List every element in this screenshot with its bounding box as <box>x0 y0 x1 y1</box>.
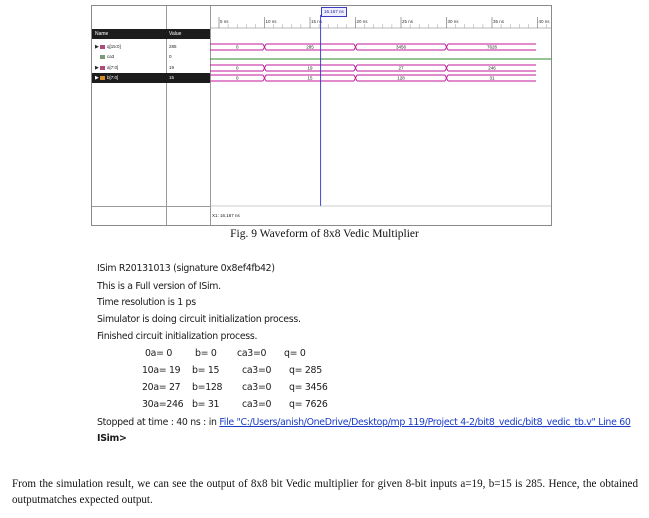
expand-arrow-icon[interactable]: ▶ <box>95 75 99 81</box>
bus-transition <box>445 75 448 81</box>
stopped-text: Stopped at time : 40 ns : in <box>97 417 220 428</box>
bus-value-label: 31 <box>489 75 495 81</box>
result-a: 10a= 19 <box>142 365 181 376</box>
bus-transition <box>263 65 266 71</box>
body-paragraph: From the simulation result, we can see the output of 8x8 bit Vedic multiplier for given 8-bit inputs a=19, b=15 is 285. Hence, the obtained outputmatches expected output. <box>12 478 638 506</box>
result-b: b= 0 <box>195 348 217 359</box>
waveform-canvas[interactable] <box>210 6 551 225</box>
bus-value-label: 0 <box>235 44 239 50</box>
signal-row-b[interactable] <box>92 73 166 83</box>
time-tick-label: 25 ns <box>402 19 414 24</box>
time-tick-label: 30 ns <box>447 19 459 24</box>
time-tick-label: 5 ns <box>220 19 229 24</box>
result-b: b= 15 <box>192 365 220 376</box>
bus-value-label: 0 <box>235 65 239 71</box>
signal-name-column <box>92 6 167 225</box>
divider <box>92 206 166 207</box>
waveform-plot[interactable] <box>210 6 551 225</box>
bus-value-label: 128 <box>397 75 405 81</box>
signal-value-column <box>166 6 211 225</box>
stopped-line <box>97 417 631 428</box>
result-a: 0a= 0 <box>145 348 173 359</box>
bus-transition <box>263 44 266 50</box>
result-q: q= 3456 <box>289 382 328 393</box>
waveform-window <box>91 5 552 226</box>
signal-value: 15 <box>166 73 210 83</box>
time-tick-label: 35 ns <box>493 19 505 24</box>
result-ca3: ca3=0 <box>242 399 272 410</box>
time-tick-label: 40 ns <box>538 19 550 24</box>
signal-value: 19 <box>169 65 175 70</box>
bus-value-label: 285 <box>306 44 314 50</box>
result-q: q= 7626 <box>289 399 328 410</box>
bus-icon <box>100 45 105 49</box>
bus-value-label: 15 <box>307 75 313 81</box>
bus-transition <box>263 75 266 81</box>
cursor-time-label[interactable]: 16.167 ns <box>321 7 347 17</box>
signal-row-a[interactable] <box>92 63 166 73</box>
bus-transition <box>354 44 357 50</box>
bus-value-label: 0 <box>235 75 239 81</box>
result-q: q= 0 <box>284 348 306 359</box>
time-tick-label: 15 ns <box>311 19 323 24</box>
signal-name: ca3 <box>107 54 115 59</box>
result-a: 20a= 27 <box>142 382 181 393</box>
result-q: q= 285 <box>289 365 322 376</box>
source-file-link[interactable]: File "C:/Users/anish/OneDrive/Desktop/mp 119/Project 4-2/bit8_vedic/bit8_vedic_tb.v" Line 60 <box>219 417 631 428</box>
result-a: 30a=246 <box>142 399 184 410</box>
result-b: b=128 <box>192 382 223 393</box>
bus-transition <box>445 44 448 50</box>
result-ca3: ca3=0 <box>237 348 267 359</box>
signal-name: q[15:0] <box>107 44 121 49</box>
signal-value: 0 <box>169 54 172 59</box>
console-prompt[interactable]: ISim> <box>97 433 127 444</box>
signal-row-q[interactable] <box>92 42 166 52</box>
x1-marker-label: X1: 16.167 ns <box>212 213 240 218</box>
console-line: This is a Full version of ISim. <box>97 281 221 292</box>
bus-transition <box>354 65 357 71</box>
bus-value-label: 27 <box>398 65 404 71</box>
bit-icon <box>100 55 105 59</box>
expand-arrow-icon[interactable]: ▶ <box>95 44 99 50</box>
console-line: Simulator is doing circuit initialization process. <box>97 314 301 325</box>
divider <box>166 206 210 207</box>
bus-value-label: 246 <box>488 65 496 71</box>
time-tick-label: 10 ns <box>265 19 277 24</box>
bus-value-label: 3456 <box>395 44 407 50</box>
figure-caption: Fig. 9 Waveform of 8x8 Vedic Multiplier <box>230 228 419 240</box>
result-ca3: ca3=0 <box>242 382 272 393</box>
bus-transition <box>354 75 357 81</box>
bus-value-label: 7626 <box>486 44 498 50</box>
bus-transition <box>445 65 448 71</box>
signal-row-ca3[interactable] <box>92 52 166 62</box>
signal-value: 285 <box>169 44 177 49</box>
console-line: Finished circuit initialization process. <box>97 331 258 342</box>
time-tick-label: 20 ns <box>356 19 368 24</box>
console-line: ISim R20131013 (signature 0x8ef4fb42) <box>97 263 275 274</box>
bus-icon-highlight <box>100 76 105 80</box>
signal-name: b[7:0] <box>107 75 119 80</box>
bus-icon <box>100 66 105 70</box>
expand-arrow-icon[interactable]: ▶ <box>95 65 99 71</box>
result-ca3: ca3=0 <box>242 365 272 376</box>
result-b: b= 31 <box>192 399 220 410</box>
value-column-header[interactable]: Value <box>166 29 210 39</box>
bus-value-label: 19 <box>307 65 313 71</box>
console-line: Time resolution is 1 ps <box>97 297 196 308</box>
name-column-header[interactable]: Name <box>92 29 166 39</box>
signal-name: a[7:0] <box>107 65 119 70</box>
